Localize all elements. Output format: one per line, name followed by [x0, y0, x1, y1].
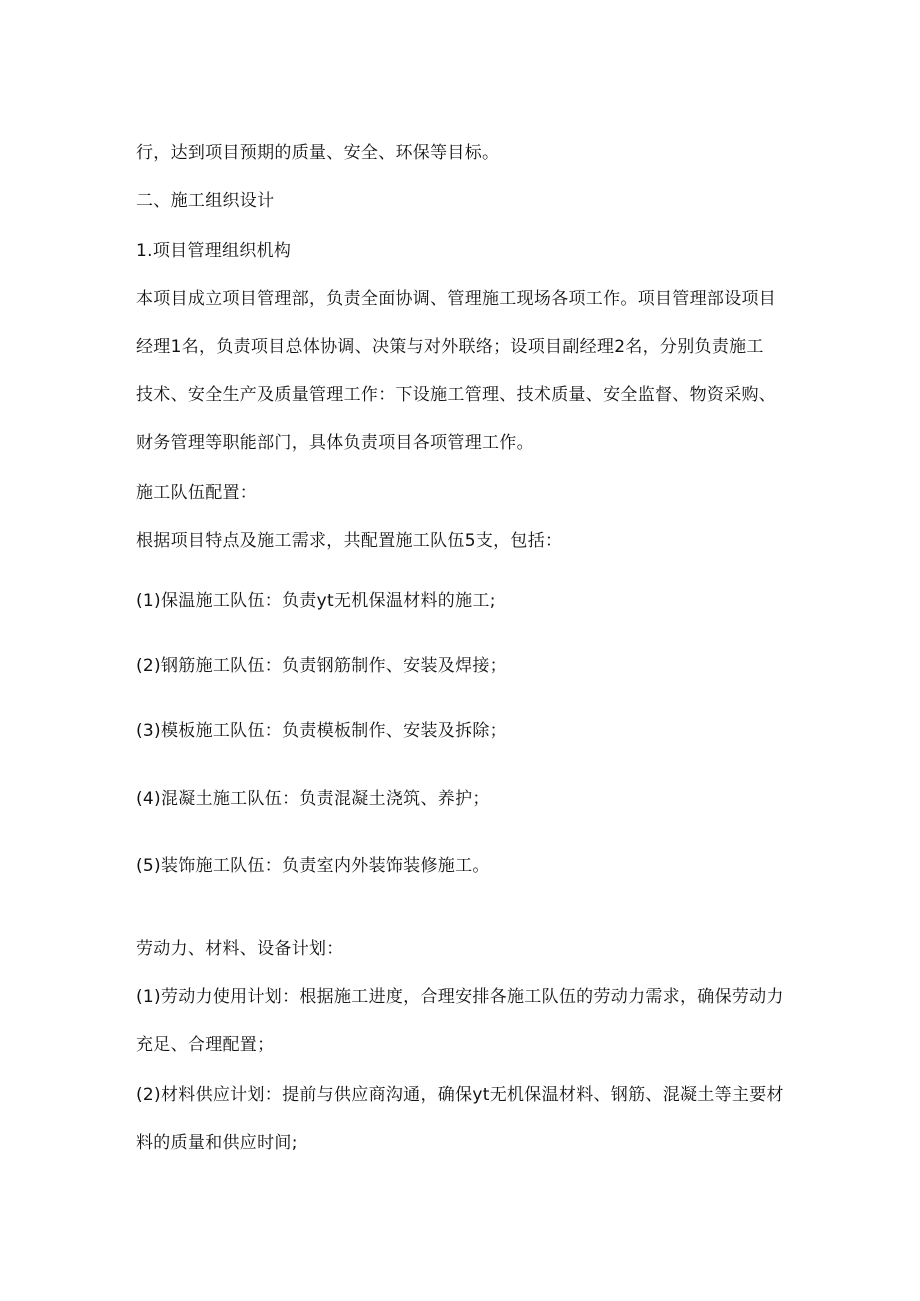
intro-line: 行，达到项目预期的质量、安全、环保等目标。 [136, 143, 500, 163]
plan-item-line: 充足、合理配置； [136, 1035, 275, 1055]
section-title: 二、施工组织设计 [136, 191, 275, 211]
team-list-item: (4)混凝土施工队伍：负责混凝土浇筑、养护； [136, 789, 490, 809]
org-paragraph-line: 财务管理等职能部门，具体负责项目各项管理工作。 [136, 433, 534, 453]
plan-item-line: (1)劳动力使用计划：根据施工进度，合理安排各施工队伍的劳动力需求，确保劳动力 [136, 987, 784, 1007]
teams-intro: 根据项目特点及施工需求，共配置施工队伍5支，包括： [136, 531, 563, 551]
teams-heading: 施工队伍配置： [136, 483, 258, 503]
subsection-title: 1.项目管理组织机构 [136, 241, 292, 261]
plan-item-line: 料的质量和供应时间; [136, 1133, 298, 1153]
org-paragraph-line: 本项目成立项目管理部，负责全面协调、管理施工现场各项工作。项目管理部设项目 [136, 289, 777, 309]
org-paragraph-line: 技术、安全生产及质量管理工作：下设施工管理、技术质量、安全监督、物资采购、 [136, 385, 777, 405]
org-paragraph-line: 经理1名，负责项目总体协调、决策与对外联络；设项目副经理2名，分别负责施工 [136, 337, 764, 357]
plan-item-line: (2)材料供应计划：提前与供应商沟通，确保yt无机保温材料、钢筋、混凝土等主要材 [136, 1085, 784, 1105]
plan-heading: 劳动力、材料、设备计划： [136, 939, 344, 959]
team-list-item: (3)模板施工队伍：负责模板制作、安装及拆除； [136, 721, 507, 741]
team-list-item: (5)装饰施工队伍：负责室内外装饰装修施工。 [136, 856, 490, 876]
team-list-item: (2)钢筋施工队伍：负责钢筋制作、安装及焊接； [136, 656, 507, 676]
team-list-item: (1)保温施工队伍：负责yt无机保温材料的施工; [136, 591, 496, 611]
